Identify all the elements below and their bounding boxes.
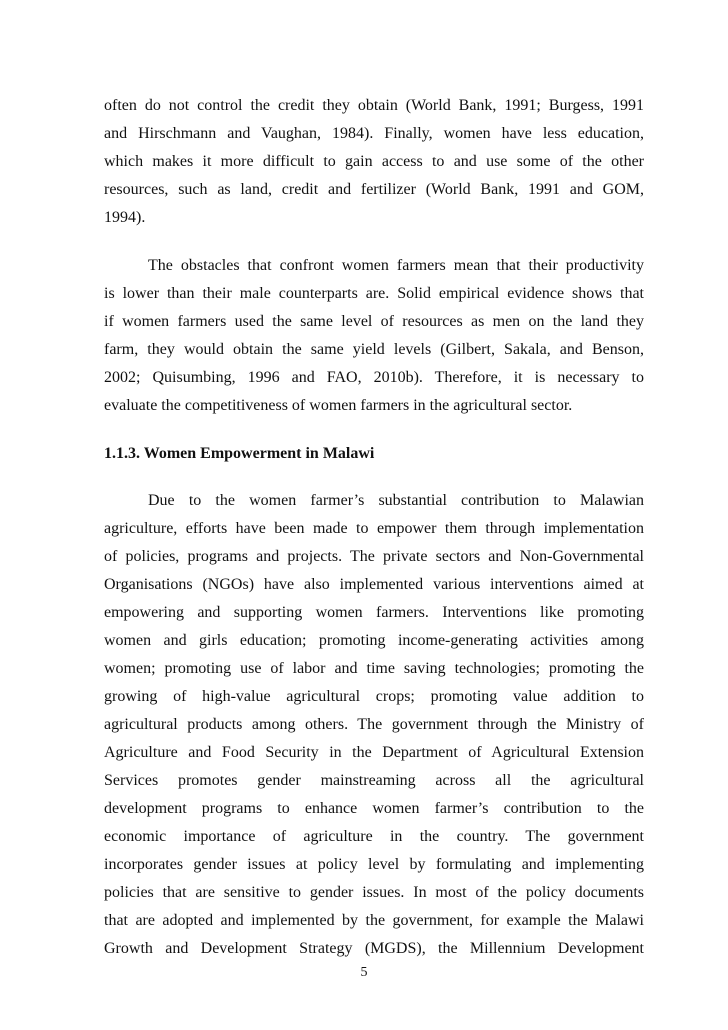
text-line: if women farmers used the same level of resources as men on the land they [104,313,644,330]
text-line: economic importance of agriculture in the country. The government [104,828,644,845]
text-line: evaluate the competitiveness of women farmers in the agricultural sector. [104,397,573,414]
text-line: 2002; Quisumbing, 1996 and FAO, 2010b). Therefore, it is necessary to [104,369,644,386]
section-heading: 1.1.3. Women Empowerment in Malawi [104,445,375,462]
text-line: and Hirschmann and Vaughan, 1984). Finally, women have less education, [104,125,644,142]
text-line: Services promotes gender mainstreaming across all the agricultural [104,772,644,789]
text-line: The obstacles that confront women farmers mean that their productivity [148,257,644,274]
paragraph-obstacles [104,252,644,420]
text-line: incorporates gender issues at policy level by formulating and implementing [104,856,644,873]
text-line: farm, they would obtain the same yield levels (Gilbert, Sakala, and Benson, [104,341,644,358]
text-line: Organisations (NGOs) have also implemented various interventions aimed at [104,576,644,593]
text-line: 1994). [104,209,146,226]
text-line: agricultural products among others. The government through the Ministry of [104,716,644,733]
text-line: growing of high-value agricultural crops; promoting value addition to [104,688,644,705]
text-line: that are adopted and implemented by the government, for example the Malawi [104,912,644,929]
text-line: often do not control the credit they obtain (World Bank, 1991; Burgess, 1991 [104,97,644,114]
text-line: empowering and supporting women farmers. Interventions like promoting [104,604,644,621]
page-body [104,92,644,963]
paragraph-empowerment [104,487,644,963]
text-line: Due to the women farmer’s substantial contribution to Malawian [148,492,644,509]
text-line: which makes it more difficult to gain access to and use some of the other [104,153,644,170]
text-line: women and girls education; promoting income-generating activities among [104,632,644,649]
text-line: development programs to enhance women farmer’s contribution to the [104,800,644,817]
text-line: Growth and Development Strategy (MGDS), the Millennium Development [104,940,644,957]
text-line: agriculture, efforts have been made to empower them through implementation [104,520,644,537]
text-line: resources, such as land, credit and fertilizer (World Bank, 1991 and GOM, [104,181,644,198]
paragraph-continuation [104,92,644,232]
text-line: policies that are sensitive to gender issues. In most of the policy documents [104,884,644,901]
text-line: of policies, programs and projects. The private sectors and Non-Governmental [104,548,644,565]
page-number: 5 [360,965,368,980]
text-line: women; promoting use of labor and time saving technologies; promoting the [104,660,644,677]
text-line: Agriculture and Food Security in the Department of Agricultural Extension [104,744,644,761]
text-line: is lower than their male counterparts are. Solid empirical evidence shows that [104,285,644,302]
